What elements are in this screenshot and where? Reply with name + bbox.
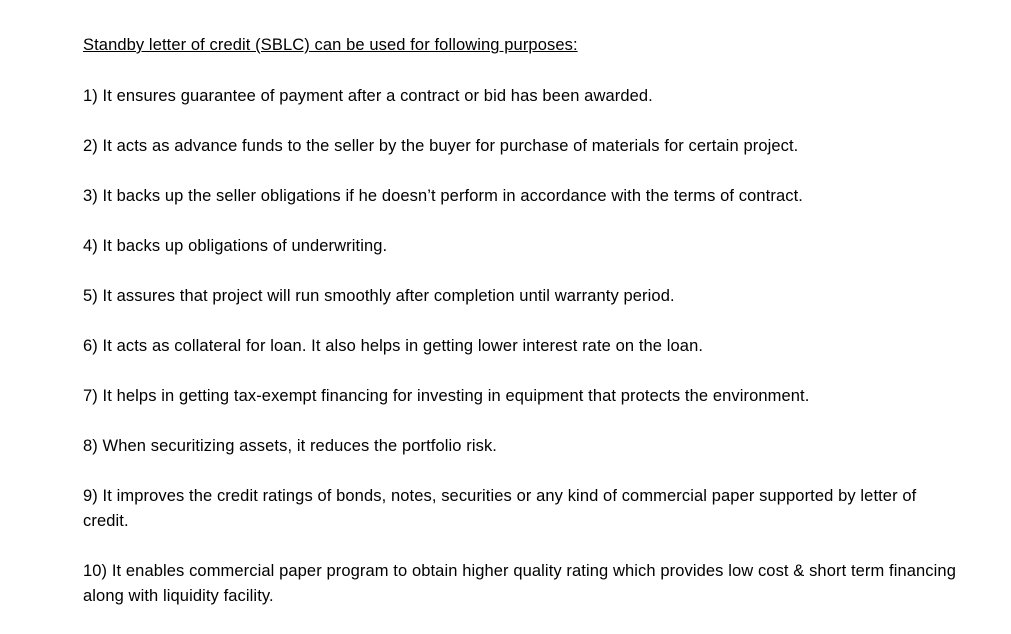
list-item: 3) It backs up the seller obligations if he doesn’t perform in accordance with the terms of contract.: [83, 187, 803, 205]
list-item: 7) It helps in getting tax-exempt financing for investing in equipment that protects the environment.: [83, 387, 810, 405]
document-title: Standby letter of credit (SBLC) can be used for following purposes:: [83, 36, 578, 54]
list-item: 4) It backs up obligations of underwriting.: [83, 237, 388, 255]
list-item: 6) It acts as collateral for loan. It also helps in getting lower interest rate on the loan.: [83, 337, 704, 355]
document-body: [83, 34, 963, 634]
list-item: 10) It enables commercial paper program to obtain higher quality rating which provides low cost & short term financing along with liquidity facility.: [83, 562, 956, 605]
list-item: 5) It assures that project will run smoothly after completion until warranty period.: [83, 287, 675, 305]
purposes-list: [83, 84, 963, 609]
list-item: 2) It acts as advance funds to the seller by the buyer for purchase of materials for certain project.: [83, 137, 799, 155]
list-item: 8) When securitizing assets, it reduces the portfolio risk.: [83, 437, 497, 455]
list-item: 1) It ensures guarantee of payment after a contract or bid has been awarded.: [83, 87, 653, 105]
list-item: 9) It improves the credit ratings of bonds, notes, securities or any kind of commercial paper supported by letter of credit.: [83, 487, 917, 530]
